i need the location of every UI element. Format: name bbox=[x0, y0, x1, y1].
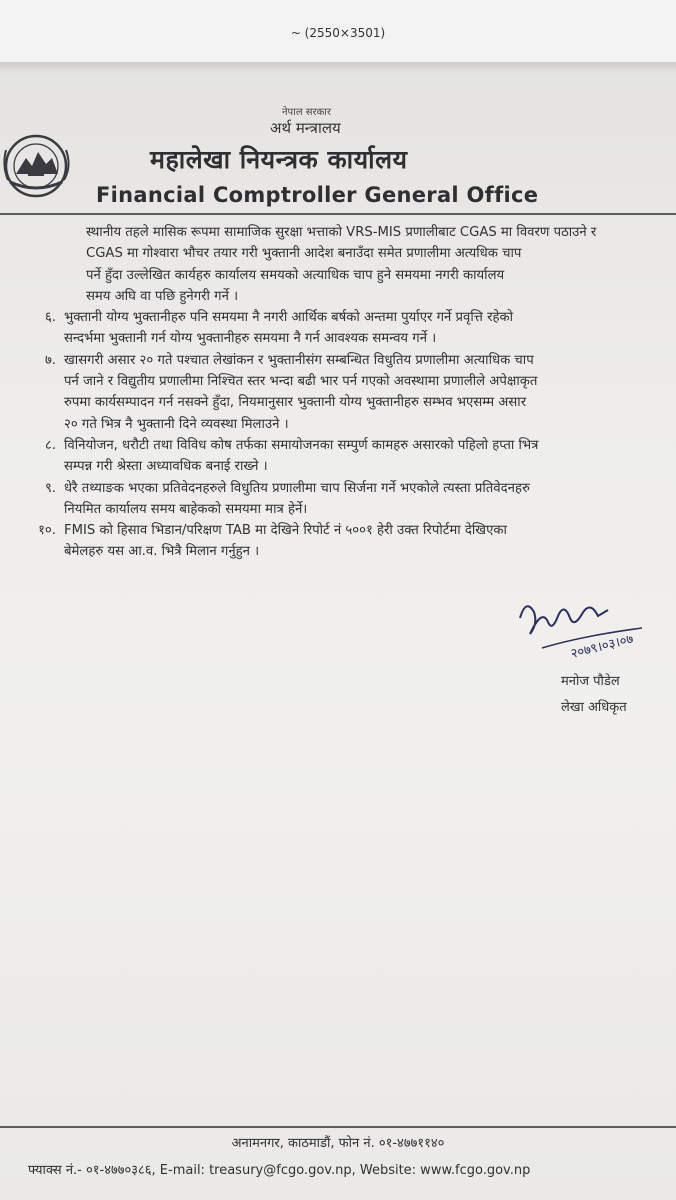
intro-line: CGAS मा गोश्वारा भौचर तयार गरी भुक्तानी आदेश बनाउँदा समेत प्रणालीमा अत्यधिक चाप bbox=[86, 246, 522, 262]
office-title-english: Financial Comptroller General Office bbox=[96, 183, 539, 207]
item-number: ८. bbox=[44, 437, 56, 453]
item-line: रुपमा कार्यसम्पादन गर्न नसक्ने हुँदा, नियमानुसार भुक्तानी योग्य भुक्तानीहरु सम्भव भएसम्म असार bbox=[64, 395, 527, 411]
item-line: धेरै तथ्याङक भएका प्रतिवेदनहरुले विधुतिय प्रणालीमा चाप सिर्जना गर्ने भएकोले त्यस्ता प्रतिवेदनहरु bbox=[64, 480, 530, 496]
ministry-label: अर्थ मन्त्रालय bbox=[270, 119, 341, 137]
item-line: पर्न जाने र विद्युतीय प्रणालीमा निश्चित स्तर भन्दा बढी भार पर्न गएको अवस्थामा प्रणालीले अपेक्षाकृत bbox=[64, 374, 538, 390]
item-line: FMIS को हिसाव भिडान/परिक्षण TAB मा देखिने रिपोर्ट नं ५००१ हेरी उक्त रिपोर्टमा देखिएका bbox=[64, 523, 507, 539]
viewer-top-bar bbox=[0, 0, 676, 63]
item-line: २० गते भित्र नै भुक्तानी दिने व्यवस्था मिलाउने । bbox=[64, 416, 289, 432]
image-dimensions-label: ~ (2550×3501) bbox=[290, 26, 386, 40]
intro-line: पर्ने हुँदा उल्लेखित कार्यहरु कार्यालय समयको अत्याधिक चाप हुने समयमा नगरी कार्यालय bbox=[86, 267, 505, 283]
intro-line: स्थानीय तहले मासिक रूपमा सामाजिक सुरक्षा भत्ताको VRS-MIS प्रणालीबाट CGAS मा विवरण पठाउने र bbox=[86, 225, 597, 240]
signer-designation: लेखा अधिकृत bbox=[561, 700, 627, 715]
nepal-government-emblem-icon bbox=[0, 130, 84, 200]
signer-name: मनोज पौडेल bbox=[561, 674, 620, 689]
item-number: १०. bbox=[38, 523, 56, 539]
footer-contact: फ्याक्स नं.- ०१-४७७०३८६, E-mail: treasury@fcgo.gov.np, Website: www.fcgo.gov.np bbox=[28, 1163, 531, 1178]
list-item bbox=[16, 478, 656, 521]
intro-line: समय अघि वा पछि हुनेगरी गर्ने । bbox=[86, 288, 239, 304]
item-line: विनियोजन, धरौटी तथा विविध कोष तर्फका समायोजनका सम्पुर्ण कामहरु असारको पहिलो हप्ता भित्र bbox=[64, 437, 539, 453]
item-line: भुक्तानी योग्य भुक्तानीहरु पनि समयमा नै नगरी आर्थिक बर्षको अन्तमा पुर्याएर गर्ने प्रवृत्ति रहेको bbox=[64, 310, 514, 326]
handwritten-signature bbox=[512, 588, 672, 668]
list-item bbox=[16, 350, 656, 435]
item-line: सम्पन्न गरी श्रेस्ता अध्यावधिक बनाई राख्ने । bbox=[64, 459, 268, 475]
letter-body bbox=[16, 222, 656, 563]
header-divider bbox=[0, 213, 676, 215]
item-line: खासगरी असार २० गते पश्चात लेखांकन र भुक्तानीसंग सम्बन्धित विधुतिय प्रणालीमा अत्याधिक चाप bbox=[64, 352, 534, 368]
list-item bbox=[16, 435, 656, 478]
item-number: ९. bbox=[44, 480, 56, 496]
item-line: नियमित कार्यालय समय बाहेकको समयमा मात्र हेर्ने। bbox=[64, 501, 308, 517]
footer-divider bbox=[0, 1126, 676, 1128]
list-item bbox=[16, 307, 656, 350]
office-title-nepali: महालेखा नियन्त्रक कार्यालय bbox=[150, 145, 408, 174]
item-line: बेमेलहरु यस आ.व. भित्रै मिलान गर्नुहुन । bbox=[64, 544, 260, 560]
item-number: ६. bbox=[44, 310, 56, 326]
item-number: ७. bbox=[44, 352, 56, 368]
list-item bbox=[16, 520, 656, 563]
footer-address: अनामनगर, काठमाडौं, फोन नं. ०१-४७७११४० bbox=[231, 1136, 445, 1151]
signature-date: २०७९।०३।०७ bbox=[569, 631, 636, 662]
government-label: नेपाल सरकार bbox=[282, 107, 331, 118]
item-line: सन्दर्भमा भुक्तानी गर्न योग्य भुक्तानीहरु समयमा नै गर्न आवश्यक समन्वय गर्ने । bbox=[64, 331, 437, 347]
